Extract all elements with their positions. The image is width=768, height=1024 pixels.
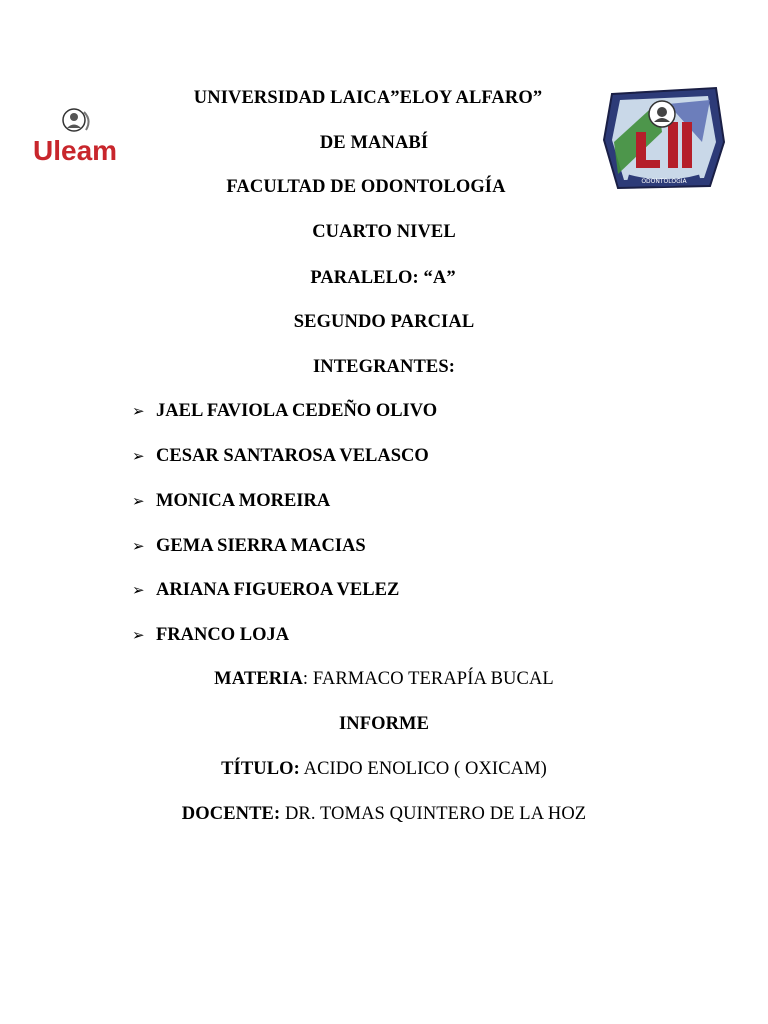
member-name: GEMA SIERRA MACIAS xyxy=(156,536,366,556)
report-type: INFORME xyxy=(338,714,430,734)
member-item xyxy=(132,491,330,512)
member-item xyxy=(132,401,437,422)
subject-line xyxy=(0,669,768,690)
uleam-logo-text: Uleam xyxy=(33,135,118,166)
member-item xyxy=(132,625,289,646)
faculty-name: FACULTAD DE ODONTOLOGÍA xyxy=(226,177,506,197)
crest-banner-text: ODONTOLOGIA xyxy=(641,178,687,185)
arrow-bullet-icon: ➢ xyxy=(132,581,145,599)
member-name: ARIANA FIGUEROA VELEZ xyxy=(156,580,400,600)
arrow-bullet-icon: ➢ xyxy=(132,402,145,420)
title-line xyxy=(0,759,768,780)
title-value: ACIDO ENOLICO ( OXICAM) xyxy=(299,759,547,779)
course-level: CUARTO NIVEL xyxy=(312,222,456,242)
member-item xyxy=(132,536,366,557)
arrow-bullet-icon: ➢ xyxy=(132,447,145,465)
subject-label: MATERIA xyxy=(214,669,303,689)
arrow-bullet-icon: ➢ xyxy=(132,626,145,644)
term-label: SEGUNDO PARCIAL xyxy=(293,312,475,332)
province-name: DE MANABÍ xyxy=(319,133,429,153)
member-name: FRANCO LOJA xyxy=(156,625,290,645)
members-heading: INTEGRANTES: xyxy=(312,357,456,377)
arrow-bullet-icon: ➢ xyxy=(132,537,145,555)
member-item xyxy=(132,446,429,467)
member-item xyxy=(132,580,399,601)
member-name: MONICA MOREIRA xyxy=(156,491,331,511)
parallel-group: PARALELO: “A” xyxy=(310,268,456,288)
arrow-bullet-icon: ➢ xyxy=(132,492,145,510)
subject-value: : FARMACO TERAPÍA BUCAL xyxy=(302,669,554,689)
university-name: UNIVERSIDAD LAICA”ELOY ALFARO” xyxy=(193,88,543,108)
teacher-label: DOCENTE: xyxy=(181,804,281,824)
title-label: TÍTULO: xyxy=(221,759,300,779)
member-name: CESAR SANTAROSA VELASCO xyxy=(156,446,429,466)
teacher-value: DR. TOMAS QUINTERO DE LA HOZ xyxy=(280,804,587,824)
member-name: JAEL FAVIOLA CEDEÑO OLIVO xyxy=(156,401,438,421)
teacher-line xyxy=(0,804,768,825)
